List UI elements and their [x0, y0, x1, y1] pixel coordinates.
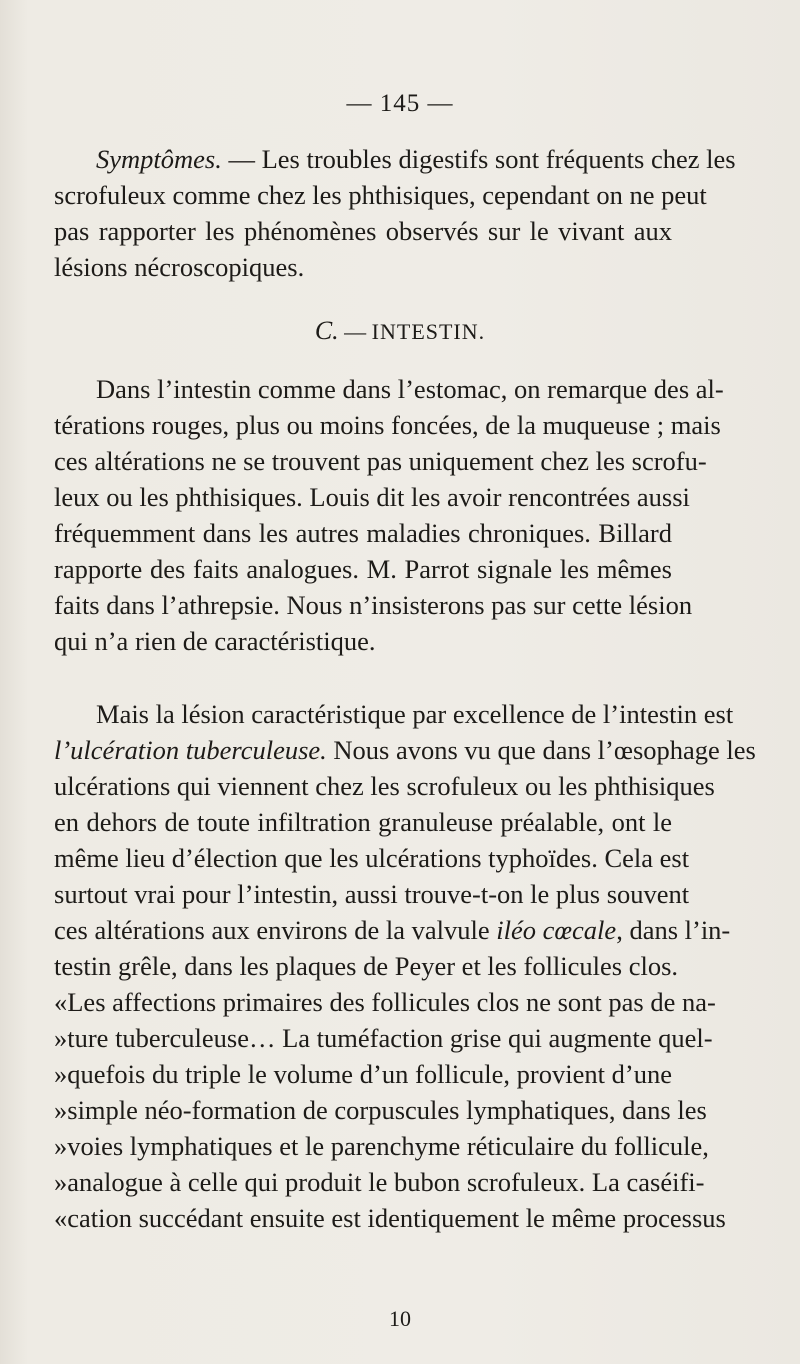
paragraph-3-line-7: [54, 914, 731, 946]
paragraph-1-line-4: lésions nécroscopiques.: [54, 252, 305, 282]
paragraph-3-line-3: ulcérations qui viennent chez les scrofuleux ou les phthisiques: [54, 771, 715, 801]
paragraph-2-line-8: qui n’a rien de caractéristique.: [54, 626, 376, 656]
paragraph-2-line-4: leux ou les phthisiques. Louis dit les avoir rencontrées aussi: [54, 482, 690, 512]
paragraph-2-line-5: fréquemment dans les autres maladies chroniques. Billard: [54, 518, 672, 548]
paragraph-2-line-7: faits dans l’athrepsie. Nous n’insisterons pas sur cette lésion: [54, 590, 693, 620]
paragraph-2-line-6: rapporte des faits analogues. M. Parrot signale les mêmes: [54, 554, 672, 584]
page-number: — 145 —: [346, 90, 454, 117]
section-heading: [0, 316, 800, 346]
paragraph-2-line-1: Dans l’intestin comme dans l’estomac, on remarque des al-: [96, 374, 724, 404]
paragraph-3-line-9: «Les affections primaires des follicules clos ne sont pas de na-: [54, 987, 716, 1017]
paragraph-3-line-4: en dehors de toute infiltration granuleuse préalable, ont le: [54, 807, 672, 837]
paragraph-1-line-2: scrofuleux comme chez les phthisiques, cependant on ne peut: [54, 180, 707, 210]
section-dash: —: [338, 319, 372, 344]
paragraph-3-line-6: surtout vrai pour l’intestin, aussi trouve-t-on le plus souvent: [54, 879, 690, 909]
signature-mark: 10: [389, 1306, 411, 1331]
paragraph-3-line-14: »analogue à celle qui produit le bubon scrofuleux. La caséifi-: [54, 1167, 705, 1197]
paragraph-3-line-15: «cation succédant ensuite est identiquement le même processus: [54, 1203, 726, 1233]
emphasis: iléo cœcale: [496, 915, 617, 945]
line-text: — Les troubles digestifs sont fréquents chez les: [221, 144, 736, 174]
paragraph-2-line-3: ces altérations ne se trouvent pas uniquement chez les scrofu-: [54, 446, 707, 476]
section-title: INTESTIN.: [371, 319, 486, 344]
paragraph-3-line-1: Mais la lésion caractéristique par excellence de l’intestin est: [96, 699, 734, 729]
paragraph-3-line-8: testin grêle, dans les plaques de Peyer et les follicules clos.: [54, 951, 679, 981]
paragraph-3-line-5: même lieu d’élection que les ulcérations typhoïdes. Cela est: [54, 843, 690, 873]
paragraph-3-line-12: »simple néo-formation de corpuscules lymphatiques, dans les: [54, 1095, 707, 1125]
paragraph-3-line-11: »quefois du triple le volume d’un follicule, provient d’une: [54, 1059, 672, 1089]
line-tail: , dans l’in-: [616, 915, 731, 945]
emphasis: l’ulcération tuberculeuse.: [54, 735, 327, 765]
paragraph-1-line-3: pas rapporter les phénomènes observés sur le vivant aux: [54, 216, 672, 246]
section-letter: C.: [314, 316, 339, 345]
paragraph-3-line-13: »voies lymphatiques et le parenchyme réticulaire du follicule,: [54, 1131, 709, 1161]
line-text: Nous avons vu que dans l’œsophage les: [326, 735, 756, 765]
paragraph-3-line-10: »ture tuberculeuse… La tuméfaction grise qui augmente quel-: [54, 1023, 713, 1053]
paragraph-2-line-2: térations rouges, plus ou moins foncées, de la muqueuse ; mais: [54, 410, 721, 440]
line-text: ces altérations aux environs de la valvule: [54, 915, 497, 945]
run-head: Symptômes.: [96, 144, 222, 174]
paragraph-1-line-1: [96, 143, 736, 175]
paragraph-3-line-2: [54, 734, 756, 766]
